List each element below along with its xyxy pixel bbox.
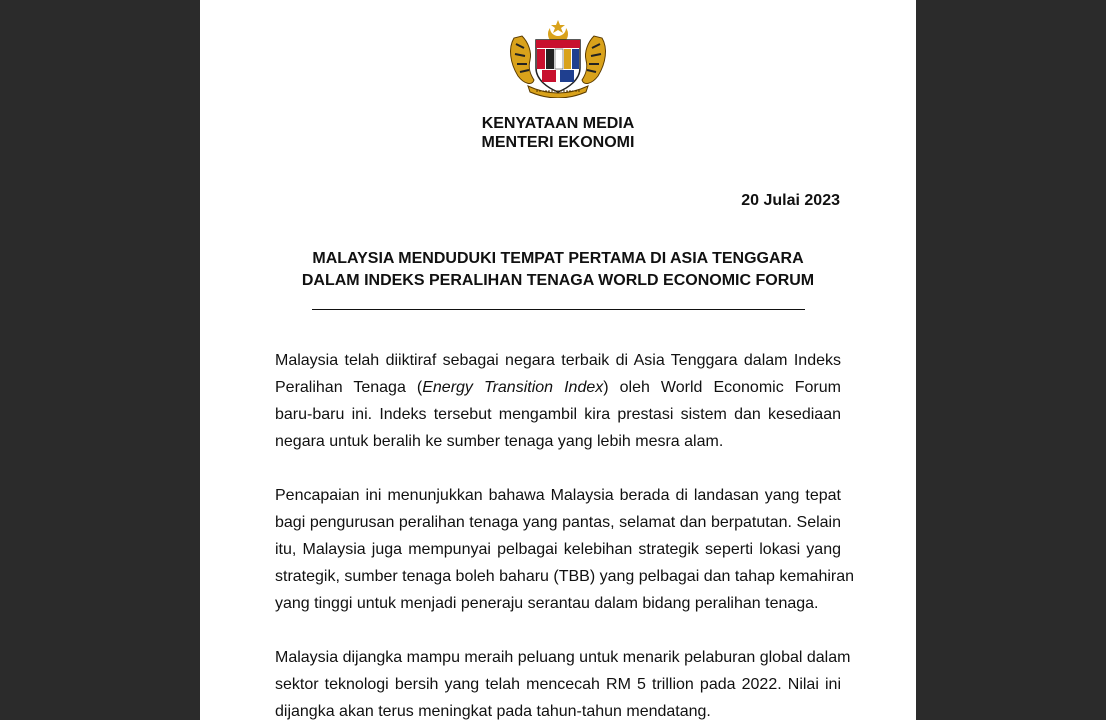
coat-of-arms-icon	[506, 18, 610, 98]
paragraph-2-line-2: bagi pengurusan peralihan tenaga yang pantas, selamat dan berpatutan. Selain	[275, 514, 841, 531]
paragraph-1-line-2	[275, 374, 841, 401]
paragraph-1-line-2-start: Peralihan Tenaga (	[275, 379, 423, 396]
paragraph-1-line-3: baru-baru ini. Indeks tersebut mengambil kira prestasi sistem dan kesediaan	[275, 406, 841, 423]
paragraph-1-line-1: Malaysia telah diiktiraf sebagai negara terbaik di Asia Tenggara dalam Indeks	[275, 352, 841, 369]
paragraph-2-line-3: itu, Malaysia juga mempunyai pelbagai kelebihan strategik seperti lokasi yang	[275, 541, 841, 558]
paragraph-1-line-2-end: ) oleh World Economic Forum	[603, 379, 841, 396]
paragraph-3-line-3: dijangka akan terus meningkat pada tahun-tahun mendatang.	[275, 703, 711, 720]
paragraph-2-line-1: Pencapaian ini menunjukkan bahawa Malaysia berada di landasan yang tepat	[275, 487, 841, 504]
statement-title-line-1: MALAYSIA MENDUDUKI TEMPAT PERTAMA DI ASIA TENGGARA	[312, 250, 804, 267]
statement-type-heading: KENYATAAN MEDIA	[481, 115, 635, 132]
paragraph-3-line-1: Malaysia dijangka mampu meraih peluang untuk menarik pelaburan global dalam	[275, 649, 851, 666]
paragraph-3	[275, 644, 851, 720]
issuer-heading: MENTERI EKONOMI	[481, 134, 635, 151]
paragraph-2	[275, 482, 855, 617]
paragraph-2-line-5: yang tinggi untuk menjadi peneraju serantau dalam bidang peralihan tenaga.	[275, 595, 819, 612]
paragraph-1	[275, 347, 841, 455]
statement-date: 20 Julai 2023	[741, 192, 840, 209]
paragraph-2-line-4: strategik, sumber tenaga boleh baharu (TBB) yang pelbagai dan tahap kemahiran	[275, 568, 855, 585]
paragraph-1-line-4: negara untuk beralih ke sumber tenaga yang lebih mesra alam.	[275, 433, 724, 450]
document-page	[200, 0, 916, 720]
title-underline-divider	[312, 309, 805, 310]
statement-title-line-2: DALAM INDEKS PERALIHAN TENAGA WORLD ECONOMIC FORUM	[301, 272, 815, 289]
energy-transition-index-term: Energy Transition Index	[422, 379, 604, 396]
paragraph-3-line-2: sektor teknologi bersih yang telah mencecah RM 5 trillion pada 2022. Nilai ini	[275, 676, 841, 693]
